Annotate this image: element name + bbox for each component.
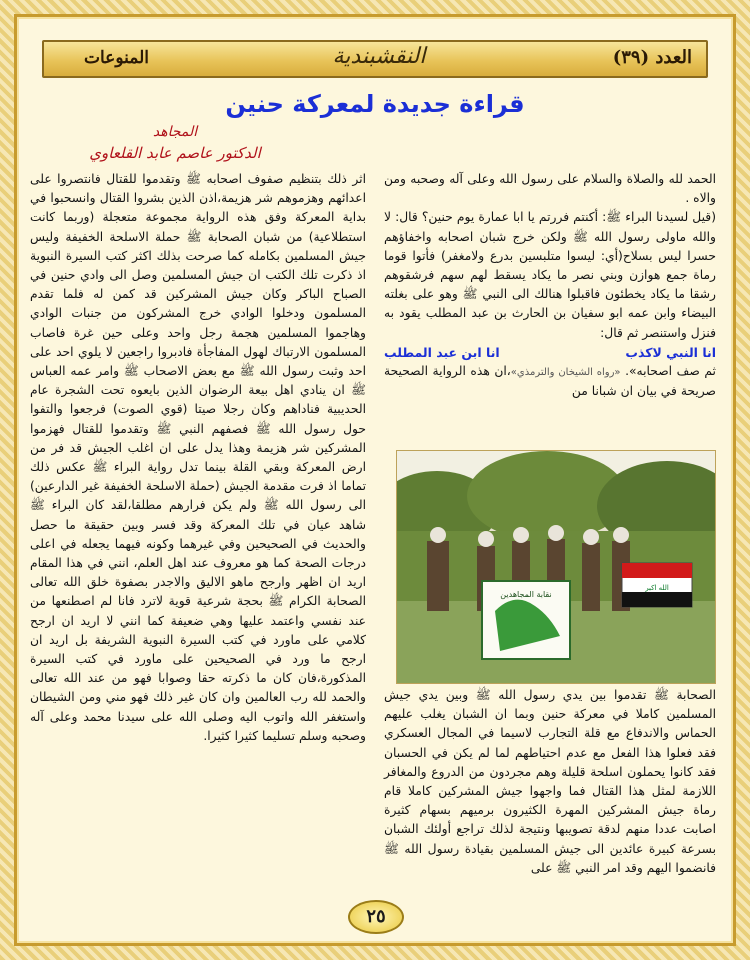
paragraph: الصحابة ﷺ تقدموا بين يدي رسول الله ﷺ وبين يدي جيش المسلمين كاملا في معركة حنين وبما ان الشبان يغلب عليهم الحماس والاندفاع مع قلة التجارب لاسيما في المجال العسكري فقد فعلوا هذا الفعل مع عدم احتياطهم لما لم يكن في الحسبان فقد كانوا يحملون اسلحة قليلة وهم مجردون من الدروع والمغافر اللازمة لمثل هذا القتال فما واجهوا جيش المشركين كاملا قام رماة جيش المشركين المهرة الكثيرون برميهم بسهام كثيرة اصابت عددا منهم لدقة تصويبها ونتيجة لذلك تراجع أولئك الشبان بسرعة كبيرة عائدين الى جيش المسلمين بقيادة رسول الله ﷺ فانضموا اليهم وقد امر النبي ﷺ على [384,688,716,875]
verse-line [384,343,716,362]
right-column-bottom [384,686,716,930]
header-bar [42,40,708,78]
issue-label: العدد (٣٩) [612,47,692,68]
citation: «رواه الشيخان والترمذي» [510,367,621,379]
right-column-top [384,170,716,399]
verse-part-b: انا ابن عبد المطلب [384,344,500,360]
author-role: المجاهد [152,124,198,140]
section-label: المنوعات [84,48,149,68]
photo-banner-text: نقابة المجاهدين [500,590,552,599]
page-number: ٢٥ [348,900,404,934]
article-title: قراءة جديدة لمعركة حنين [225,90,525,118]
after-verse-text: ثم صف اصحابه». [625,364,716,379]
left-column [30,170,366,925]
paragraph: اثر ذلك بتنظيم صفوف اصحابه ﷺ وتقدموا للقتال فانتصروا على اعدائهم وهزموهم شر هزيمة،اذن الذين بشروا القتال وانسحبوا في بداية المعركة وفق هذه الرواية مجموعة متعجلة (وربما كانت استطلاعية) من شبان الصحابة ﷺ حملة الاسلحة الخفيفة وليس جيش المسلمين بكامله كما صرحت بذلك اكثر كتب السيرة النبوية اذ ذكرت تلك الكتب ان جيش المسلمين وصل الى وادي حنين في الصباح الباكر وكان جيش المشركين قد كمن له فلما تقدم المسلمون ودخلوا الوادي خرج المشركون من جنبات الوادي وهاجموا المسلمين هجمة رجل واحد وعلى حين غرة فاصاب المسلمون الارتباك لهول المفاجأة فادبروا راجعين لا يلوي احد على احد وثبت رسول الله ﷺ مع بعض الاصحاب ﷺ وامر عمه العباس ﷺ ان ينادي اهل بيعة الرضوان الذين بايعوه تحت الشجرة عام الحديبية فناداهم وكان رجلا صيتا (قوي الصوت) فرجعوا والتفوا حول رسول الله ﷺ فصفهم النبي ﷺ وتقدموا للقتال فهزموا المشركين شر هزيمة وهذا يدل على ان اغلب الجيش قد فر من ارض المعركة وبقي القلة بينما تدل رواية البراء ﷺ عكس ذلك تماما اذ فرت مقدمة الجيش (حملة الاسلحة الخفيفة غير الدارعين) الى رسول الله ﷺ ولم يكن فرارهم مطلقا،لقد كان البراء ﷺ شاهد عيان في تلك المعركة وقد فسر وبين حقيقة ما حصل والحديث في الصحيحين وفي غيرهما وكونه فيهما يجعله في اعلى درجات الصحة كما هو معروف عند اهل العلم، انني في هذا المقام اريد ان اظهر وارجح ماهو الاليق والاجدر بصفوة خلق الله تعالى الصحابة الكرام ﷺ بحجة شرعية قوية لاترد فانا لم اصطنعها من عند نفسي واعتمد عليها وهي ضعيفة كما انني لا اريد ان ارجح كلامي على ماورد في كتب السيرة النبوية الشريفة بل اريد ان ارجح ما ورد في الصحيحين على ماورد في كتب السيرة المذكورة،فان كان ما ذكرته حقا وصوابا فهو من عند الله تعالى والحمد لله رب العالمين وان كان غير ذلك فهو مني ومن الشيطان واستغفر الله واتوب اليه وصلى الله على سيدنا محمد وعلى آله وصحبه وسلم تسليما كثيرا كثيرا. [30,172,366,743]
photo-mujahideen-group [396,450,716,684]
paragraph: الحمد لله والصلاة والسلام على رسول الله وعلى آله وصحبه ومن والاه . [384,172,716,206]
paragraph: (قيل لسيدنا البراء ﷺ: أكنتم فررتم يا ابا عمارة يوم حنين؟ قال: لا والله ماولى رسول الله ﷺ ولكن خرج شبان اصحابه واخفاؤهم حسرا ليس بسلاح(أي: ليسوا متلبسين بدرع ولامغفر) فأتوا قوما رماة جمع هوازن وبني نصر ما يكاد يسقط لهم سهم فرشقوهم رشقا ما يكاد يخطئون فاقبلوا هنالك الى النبي ﷺ وهو على بغلته البيضاء وابن عمه ابو سفيان بن الحارث بن عبد المطلب يقود به فنزل واستنصر ثم قال: [384,210,716,340]
verse-part-a: انا النبي لاكذب [625,344,716,360]
svg-text:الله اكبر: الله اكبر [645,584,669,592]
masthead-logo: النقشبندية [332,44,426,69]
author-name: الدكتور عاصم عابد القلعاوي [89,144,261,162]
paragraph [384,362,716,401]
after-citation-text: ،ان هذه الرواية الصحيحة صريحة في بيان ان شبانا من [384,364,716,399]
